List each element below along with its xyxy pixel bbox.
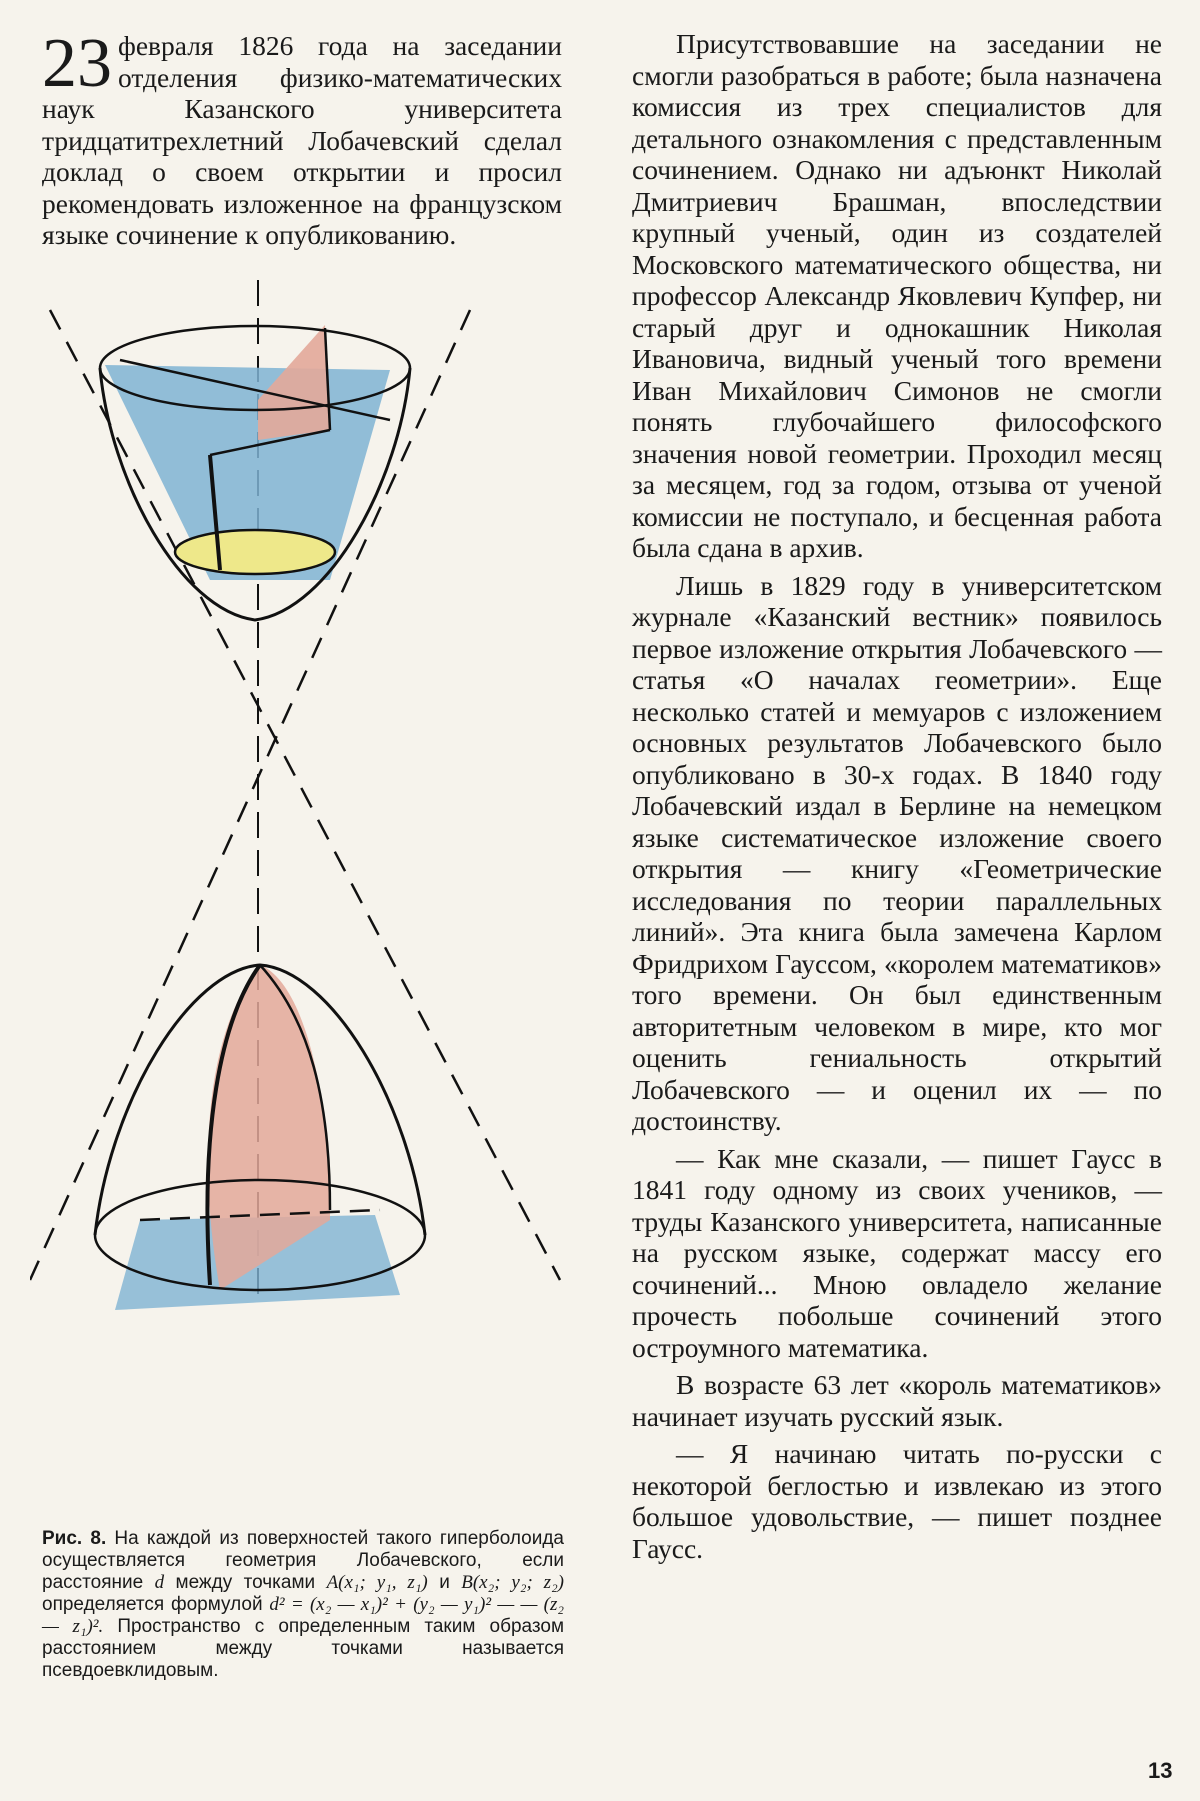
paragraph-publication: Лишь в 1829 году в университетском журнале «Казанский вестник» появилось первое изложение открытия Лобачевского — статья «О началах геометрии». Еще несколько статей и мемуаров с изложением основных результатов Лобачевского было опубликовано в 30-х годах. В 1840 году Лобачевский издал в Берлине на немецком языке систематическое изложение своего открытия — книгу «Геометрические исследования по теории параллельных линий». Эта книга была замечена Карлом Фридрихом Гауссом, «королем математиков» того времени. Он был единственным авторитетным человеком в мире, кто мог оценить гениальность открытий Лобачевского — и оценил их — по достоинству. xyxy=(632,569,1162,1136)
caption-and: и xyxy=(439,1572,450,1593)
paragraph-gauss-russian: В возрасте 63 лет «король математиков» начинает изучать русский язык. xyxy=(632,1369,1162,1432)
paragraph-commission: Присутствовавшие на заседании не смогли разобраться в работе; была назначена комиссия из трех специалистов для детального ознакомления с представленным сочинением. Однако ни адъюнкт Николай Дмитриевич Брашман, впоследствии крупный ученый, один из создателей Московского математического общества, ни профессор Александр Яковлевич Купфер, ни старый друг и однокашник Николая Ивановича, видный ученый того времени Иван Михайлович Симонов не смогли понять глубочайшего философского значения новой геометрии. Проходил месяц за месяцем, год за годом, отзыва от ученой комиссии не поступало, и бесценная работа была сдана в архив. xyxy=(632,28,1162,563)
figure-caption xyxy=(42,1528,564,1682)
caption-text-4: Пространство с определенным таким образом расстоянием между точками называется псевдоевклидовым. xyxy=(42,1616,565,1681)
page-number: 13 xyxy=(1148,1758,1173,1783)
caption-point-a: A(x₁; y₁, z₁) xyxy=(326,1572,428,1593)
caption-d: d xyxy=(154,1572,165,1593)
caption-text-1: На каждой из поверхностей такого гиперболоида осуществляется геометрия Лобачевского, если расстояние xyxy=(42,1528,564,1593)
hyperboloid-two-sheets-icon xyxy=(30,280,560,1310)
caption-point-b: B(x₂; y₂; z₂) xyxy=(461,1572,565,1593)
left-column xyxy=(42,25,562,251)
caption-lead: Рис. 8. xyxy=(42,1528,107,1549)
paragraph-gauss-quote: — Как мне сказали, — пишет Гаусс в 1841 году одному из своих учеников, — труды Казанского университета, написанные на русском языке, содержат массу его сочинений... Мною овладело желание прочесть побольше сочинений этого остроумного математика. xyxy=(632,1142,1162,1363)
drop-cap-date: 23 xyxy=(42,25,112,102)
caption-text-3: определяется формулой xyxy=(42,1594,263,1615)
caption-text-2: между точками xyxy=(175,1572,316,1593)
intro-text: февраля 1826 года на заседании отделения физико-математических наук Казанского университета тридцатитрехлетний Лобачевский сделал доклад о своем открытии и просил рекомендовать изложенное на французском языке сочинение к опубликованию. xyxy=(42,30,562,250)
hyperboloid-figure xyxy=(30,280,590,1520)
right-column xyxy=(632,28,1162,1564)
intro-paragraph xyxy=(42,25,562,251)
paragraph-gauss-reading: — Я начинаю читать по-русски с некоторой беглостью и извлекаю из этого большое удовольствие, — пишет позднее Гаусс. xyxy=(632,1438,1162,1564)
yellow-section xyxy=(175,530,335,574)
caption-formula: d² = (x₂ — x₁)² + (y₂ — y₁)² — — (z₂ — z₁)². xyxy=(42,1594,564,1637)
